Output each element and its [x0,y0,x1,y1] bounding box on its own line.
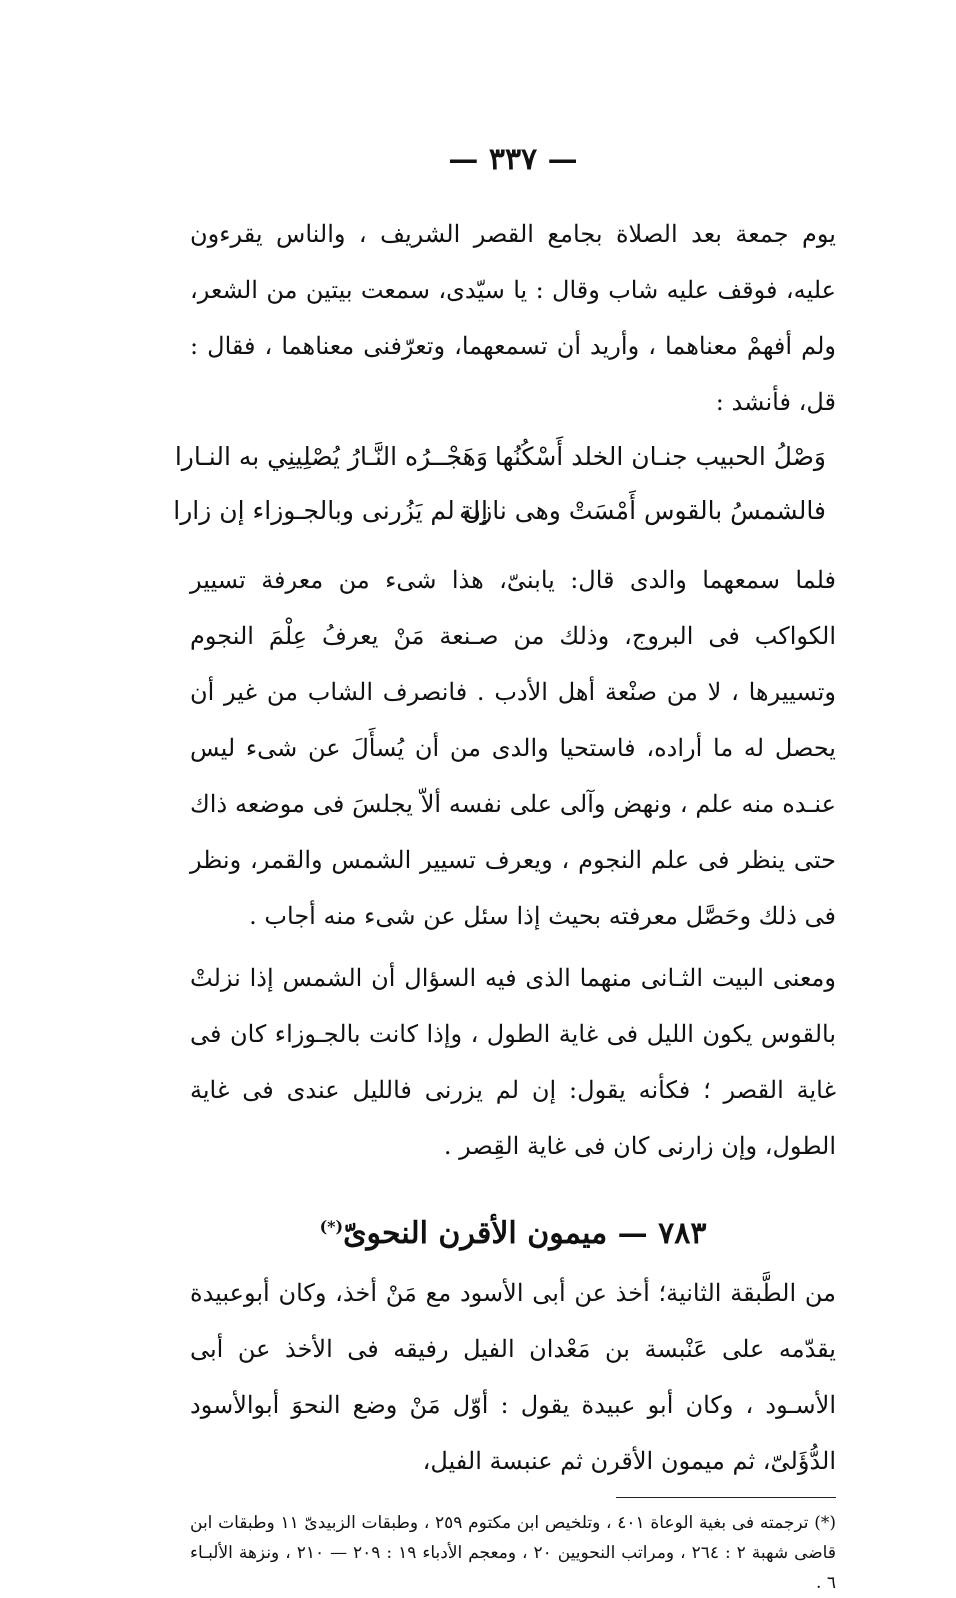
paragraph-entry: من الطَّبقة الثانية؛ أخذ عن أبى الأسود مع مَنْ أخذ، وكان أبوعبيدة يقدّمه على عَنْبسة بن مَعْدان الفيل رفيقه فى الأخذ عن أبى الأسـود ، وكان أبو عبيدة يقول : أوّل مَنْ وضع النحوَ أبوالأسود الدُّؤَلىّ، ثم ميمون الأقرن ثم عنبسة الفيل، [190,1279,836,1475]
paragraph-explanation: فلما سمعهما والدى قال: يابنىّ، هذا شىء من معرفة تسيير الكواكب فى البروج، وذلك من صـنعة مَنْ يعرفُ عِلْمَ النجوم وتسييرها ، لا من صنْعة أهل الأدب . فانصرف الشاب من غير أن يحصل له ما أراده، فاستحيا والدى من أن يُسأَلَ عن شىء ليس عنـده منه علم ، ونهض وآلى على نفسه ألاّ يجلسَ فى موضعه ذاك حتى ينظر فى علم النجوم ، ويعرف تسيير الشمس والقمر، ونظر فى ذلك وحَصَّل معرفته بحيث إذا سئل عن شىء منه أجاب . [190,566,837,930]
book-page [173,140,837,1598]
footnote-marker: (*) [319,1217,344,1236]
paragraph-meaning: ومعنى البيت الثـانى منهما الذى فيه السؤال أن الشمس إذا نزلتْ بالقوس يكون الليل فى غاية الطول ، وإذا كانت بالجـوزاء كان فى غاية القصر ؛ فكأنه يقول: إن لم يزرنى فالليل عندى فى غاية الطول، وإن زارنى كان فى غاية القِصر . [190,964,836,1160]
page-number: — ٣٣٧ — [448,142,578,177]
footnote: (*) ترجمته فى بغية الوعاة ٤٠١ ، وتلخيص ابن مكتوم ٢٥٩ ، وطبقات الزبيدىّ ١١ وطبقات ابن قاضى شهبة ٢ : ٢٦٤ ، ومراتب النحويين ٢٠ ، ومعجم الأدباء ١٩ : ٢٠٩ — ٢١٠ ، ونزهة الألبـاء ٦ . [190,1513,836,1593]
paragraph-intro: يوم جمعة بعد الصلاة بجامع القصر الشريف ، والناس يقرءون عليه، فوقف عليه شاب وقال : يا سيّدى، سمعت بيتين من الشعر، ولم أفهمْ معناهما ، وأريد أن تسمعهما، وتعرّفنى معناهما ، فقال : قل، فأنشد : [190,220,836,416]
poem-verses [173,430,836,538]
verse-hemistich-second: وَهَجْــرُه النَّـارُ يُصْلِينِي به النـارا [174,442,488,471]
verse-hemistich-first: وَصْلُ الحبيب جنـان الخلد أَسْكُنُها [494,442,826,471]
verse-hemistich-first: فالشمسُ بالقوس أَمْسَتْ وهى نازلة [459,496,826,525]
footnote-divider [616,1497,836,1498]
verse-line [174,430,836,484]
entry-heading [190,1202,836,1259]
verse-line [173,484,836,538]
verse-hemistich-second: إن لم يَزُرنى وبالجـوزاء إن زارا [173,496,488,525]
entry-heading-text: ٧٨٣ — ميمون الأقرن النحوىّ [343,1216,707,1251]
